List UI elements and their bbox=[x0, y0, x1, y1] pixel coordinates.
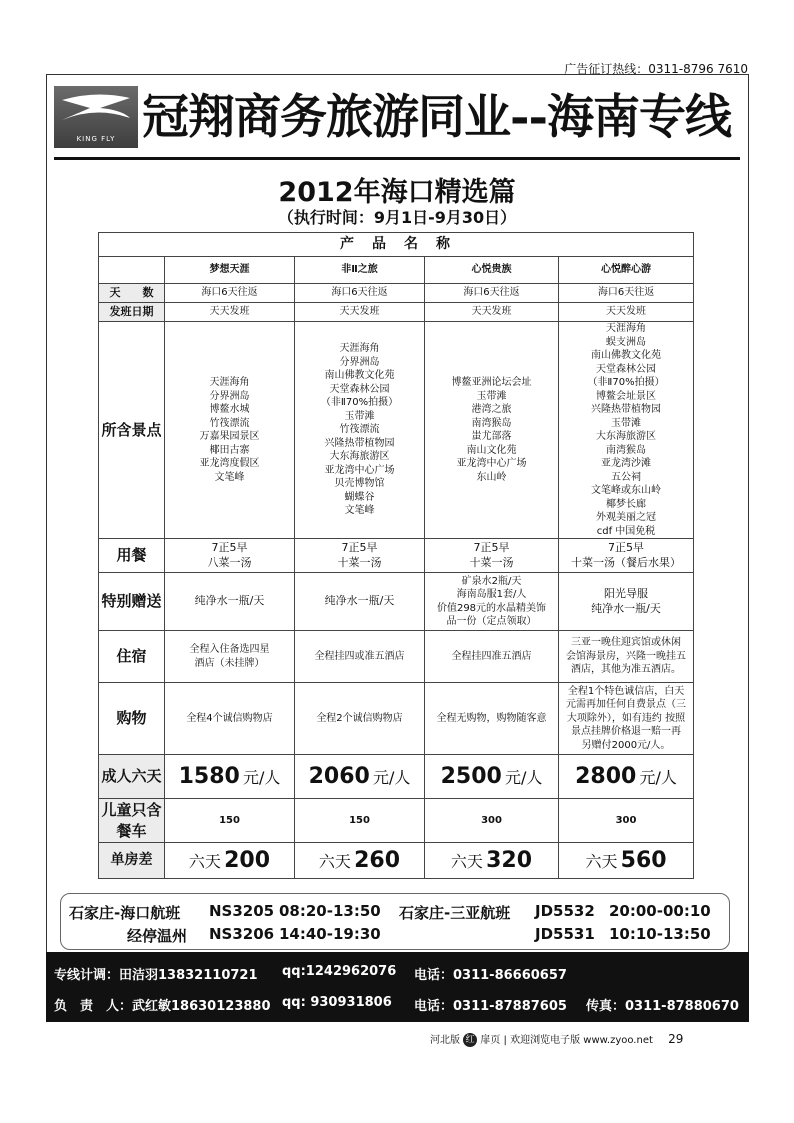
cell-line: 另赠付2000元/人。 bbox=[581, 739, 671, 751]
row-label: 所含景点 bbox=[99, 322, 165, 539]
cell-line: 天涯海角 bbox=[339, 343, 380, 355]
departure-row bbox=[99, 303, 694, 322]
cell-line: 全程无购物，购物随客意 bbox=[436, 712, 547, 724]
cell-line: 分界洲岛 bbox=[209, 390, 250, 402]
banner-title: 冠翔商务旅游同业--海南专线 bbox=[142, 90, 732, 145]
gifts-cell bbox=[559, 573, 694, 631]
days-cell: 海口6天往返 bbox=[295, 284, 425, 303]
kingfly-logo bbox=[54, 86, 138, 148]
cell-line: 竹筏漂流 bbox=[209, 417, 250, 429]
flight-box bbox=[60, 893, 730, 950]
cell-line: 全程2个诚信购物店 bbox=[316, 712, 403, 724]
cell-line: 景点挂牌价格退一赔一再 bbox=[571, 726, 682, 738]
cell-line: 矿泉水2瓶/天 bbox=[461, 575, 522, 587]
route-label: 石家庄-海口航班 bbox=[69, 904, 181, 922]
execution-period: （执行时间：9月1日-9月30日） bbox=[277, 208, 517, 227]
cell-line: 亚龙湾中心广场 bbox=[456, 458, 527, 469]
child-price: 150 bbox=[165, 799, 295, 843]
cell-line: （非Ⅱ70%拍摄） bbox=[320, 397, 399, 409]
cell-line: 天堂森林公园 bbox=[596, 363, 657, 375]
cell-line: 南湾猴岛 bbox=[471, 417, 512, 429]
departure-cell: 天天发班 bbox=[295, 303, 425, 322]
cell-line: 蚩尤部落 bbox=[471, 431, 512, 442]
cell-line: 外观美丽之冠 bbox=[596, 512, 657, 523]
cell-line: 文笔峰 bbox=[344, 505, 375, 517]
gifts-cell bbox=[165, 573, 295, 631]
cell-line: 十菜一汤（餐后水果） bbox=[571, 555, 682, 569]
row-label: 儿童只含餐车 bbox=[99, 799, 165, 843]
cell-line: （非Ⅱ70%拍摄） bbox=[587, 377, 665, 388]
cell-line: 7正5早 bbox=[341, 540, 378, 554]
cell-line: 会馆海景房，兴隆一晚挂五 bbox=[566, 650, 687, 662]
row-label: 单房差 bbox=[99, 843, 165, 879]
single-supplement: 560 bbox=[620, 847, 667, 873]
flight-number: JD5532 bbox=[535, 902, 595, 920]
flight-time: 08:20-13:50 bbox=[279, 902, 381, 920]
ad-hotline: 广告征订热线：0311-8796 7610 bbox=[564, 62, 748, 76]
adult-price: 2500 bbox=[440, 763, 502, 789]
single-supplement: 320 bbox=[486, 847, 533, 873]
cell-line: 文笔峰或东山岭 bbox=[591, 485, 662, 496]
single-prefix: 六天 bbox=[188, 851, 221, 871]
cell-line: 海南岛服1套/人 bbox=[456, 589, 527, 600]
cell-line: 椰田古寨 bbox=[209, 444, 250, 456]
cell-line: 五公祠 bbox=[611, 471, 642, 483]
corner-cell bbox=[99, 257, 165, 284]
cell-line: 亚龙湾中心广场 bbox=[324, 464, 395, 476]
cell-line: 玉带滩 bbox=[611, 417, 642, 429]
cell-line: 全程挂四或准五酒店 bbox=[314, 650, 405, 662]
page-number: 29 bbox=[668, 1032, 684, 1046]
cell-line: 价值298元的水晶精美饰 bbox=[436, 602, 547, 614]
cell-line: 东山岭 bbox=[476, 471, 507, 483]
row-label: 购物 bbox=[99, 683, 165, 755]
cell-line: 兴隆热带植物园 bbox=[591, 404, 662, 415]
price-unit: 元/人 bbox=[639, 767, 677, 787]
cell-line: 纯净水一瓶/天 bbox=[194, 594, 265, 608]
days-row bbox=[99, 284, 694, 303]
adult-price: 1580 bbox=[178, 763, 240, 789]
gifts-row bbox=[99, 573, 694, 631]
contact-manager: 负 责 人：武红敏18630123880 bbox=[54, 999, 271, 1014]
cell-line: 博鳌会址景区 bbox=[596, 390, 657, 402]
lodging-cell bbox=[295, 631, 425, 683]
lodging-row bbox=[99, 631, 694, 683]
cell-line: 南湾猴岛 bbox=[606, 444, 647, 456]
cell-line: 7正5早 bbox=[608, 540, 645, 554]
cell-line: cdf 中国免税 bbox=[596, 525, 656, 537]
child-price: 150 bbox=[295, 799, 425, 843]
row-label: 用餐 bbox=[99, 539, 165, 573]
cell-line: 椰梦长廊 bbox=[606, 498, 647, 510]
cell-line: 南山文化苑 bbox=[466, 444, 517, 456]
cell-line: 兴隆热带植物园 bbox=[324, 437, 395, 449]
contact-fax: 传真：0311-87880670 bbox=[586, 999, 739, 1014]
cell-line: 南山佛教文化苑 bbox=[591, 350, 662, 361]
adult-price: 2060 bbox=[308, 763, 370, 789]
child-price-row bbox=[99, 799, 694, 843]
shopping-row bbox=[99, 683, 694, 755]
flight-time: 14:40-19:30 bbox=[279, 925, 381, 943]
cell-line: 蜈支洲岛 bbox=[606, 336, 647, 348]
attractions-cell bbox=[295, 322, 425, 539]
price-unit: 元/人 bbox=[505, 767, 543, 787]
single-prefix: 六天 bbox=[585, 851, 618, 871]
flight-number: JD5531 bbox=[535, 925, 595, 943]
product-name: 心悦贵族 bbox=[425, 257, 559, 284]
meals-cell bbox=[295, 539, 425, 573]
departure-cell: 天天发班 bbox=[165, 303, 295, 322]
cell-line: 酒店（未挂牌） bbox=[194, 657, 265, 669]
edition-label: 河北版 bbox=[430, 1035, 460, 1046]
cell-line: 分界洲岛 bbox=[339, 356, 380, 368]
shopping-cell bbox=[559, 683, 694, 755]
product-name: 心悦醉心游 bbox=[559, 257, 694, 284]
departure-cell: 天天发班 bbox=[559, 303, 694, 322]
adult-price-row bbox=[99, 755, 694, 799]
meals-row bbox=[99, 539, 694, 573]
cell-line: 大东海旅游区 bbox=[596, 431, 657, 442]
cell-line: 博鳌亚洲论坛会址 bbox=[451, 377, 532, 388]
product-name-row bbox=[99, 257, 694, 284]
section-label: 扉页 | 欢迎浏览电子版 www.zyoo.net bbox=[480, 1035, 653, 1046]
via-label: 经停温州 bbox=[127, 927, 188, 945]
attractions-cell bbox=[559, 322, 694, 539]
cell-line: 7正5早 bbox=[473, 540, 510, 554]
cell-line: 竹筏漂流 bbox=[339, 424, 380, 436]
gifts-cell bbox=[295, 573, 425, 631]
contact-qq: qq:1242962076 bbox=[282, 964, 397, 979]
single-supplement: 260 bbox=[354, 847, 401, 873]
adult-price: 2800 bbox=[575, 763, 637, 789]
price-unit: 元/人 bbox=[373, 767, 411, 787]
cell-line: 博鳌水城 bbox=[209, 404, 250, 415]
cell-line: 贝壳博物馆 bbox=[334, 478, 385, 490]
cell-line: 八菜一汤 bbox=[207, 555, 252, 569]
cell-line: 十菜一汤 bbox=[337, 555, 382, 569]
flight-time: 20:00-00:10 bbox=[609, 902, 711, 920]
meals-cell bbox=[165, 539, 295, 573]
row-label: 特别赠送 bbox=[99, 573, 165, 631]
cell-line: 全程1个特色诚信店，白天 bbox=[567, 685, 685, 697]
caption-row bbox=[99, 233, 694, 257]
cell-line: 文笔峰 bbox=[214, 471, 245, 483]
cell-line: 大东海旅游区 bbox=[329, 451, 390, 463]
cell-line: 酒店，其他为准五酒店。 bbox=[571, 664, 682, 676]
departure-cell: 天天发班 bbox=[425, 303, 559, 322]
child-price: 300 bbox=[425, 799, 559, 843]
days-cell: 海口6天往返 bbox=[425, 284, 559, 303]
days-cell: 海口6天往返 bbox=[559, 284, 694, 303]
page-footer bbox=[430, 1031, 683, 1047]
row-label: 住宿 bbox=[99, 631, 165, 683]
lodging-cell bbox=[425, 631, 559, 683]
row-label: 发班日期 bbox=[99, 303, 165, 322]
single-prefix: 六天 bbox=[318, 851, 351, 871]
contact-qq: qq: 930931806 bbox=[282, 995, 392, 1010]
route-label: 石家庄-三亚航班 bbox=[399, 904, 511, 922]
single-prefix: 六天 bbox=[450, 851, 483, 871]
product-name: 非Ⅱ之旅 bbox=[295, 257, 425, 284]
cell-line: 元需再加任何自费景点（三 bbox=[566, 699, 687, 711]
product-name: 梦想天涯 bbox=[165, 257, 295, 284]
cell-line: 港湾之旅 bbox=[471, 404, 512, 415]
cell-line: 十菜一汤 bbox=[469, 555, 514, 569]
cell-line: 南山佛教文化苑 bbox=[324, 370, 395, 382]
contact-phone: 电话：0311-87887605 bbox=[414, 999, 567, 1014]
product-table bbox=[98, 232, 694, 879]
cell-line: 纯净水一瓶/天 bbox=[591, 601, 661, 615]
days-cell: 海口6天往返 bbox=[165, 284, 295, 303]
attractions-row bbox=[99, 322, 694, 539]
row-label: 成人六天 bbox=[99, 755, 165, 799]
wing-icon bbox=[60, 92, 132, 128]
edition-badge-icon: 红 bbox=[463, 1033, 477, 1047]
shopping-cell bbox=[165, 683, 295, 755]
cell-line: 全程4个诚信购物店 bbox=[186, 712, 273, 724]
cell-line: 阳光导服 bbox=[604, 586, 649, 600]
contact-phone: 电话：0311-86660657 bbox=[414, 968, 567, 983]
contact-planner: 专线计调：田洁羽13832110721 bbox=[54, 968, 258, 983]
cell-line: 亚龙湾度假区 bbox=[199, 458, 260, 469]
cell-line: 天涯海角 bbox=[209, 377, 250, 388]
single-room-row bbox=[99, 843, 694, 879]
logo-text: KING FLY bbox=[76, 135, 116, 143]
row-label: 天 数 bbox=[99, 284, 165, 303]
cell-line: 纯净水一瓶/天 bbox=[324, 594, 395, 608]
lodging-cell bbox=[165, 631, 295, 683]
cell-line: 蝴蝶谷 bbox=[344, 491, 375, 503]
cell-line: 三亚一晚住迎宾馆或休闲 bbox=[571, 637, 682, 649]
cell-line: 亚龙湾沙滩 bbox=[601, 458, 652, 469]
shopping-cell bbox=[295, 683, 425, 755]
cell-line: 品一份（定点领取） bbox=[446, 616, 537, 627]
child-price: 300 bbox=[559, 799, 694, 843]
cell-line: 全程入住备选四星 bbox=[189, 644, 270, 655]
attractions-cell bbox=[425, 322, 559, 539]
single-supplement: 200 bbox=[224, 847, 271, 873]
cell-line: 大项除外），如有违约 按照 bbox=[566, 712, 686, 724]
cell-line: 天涯海角 bbox=[606, 323, 647, 334]
cell-line: 玉带滩 bbox=[344, 410, 375, 422]
shopping-cell bbox=[425, 683, 559, 755]
cell-line: 万嘉果园景区 bbox=[199, 431, 260, 442]
meals-cell bbox=[425, 539, 559, 573]
lodging-cell bbox=[559, 631, 694, 683]
gifts-cell bbox=[425, 573, 559, 631]
cell-line: 天堂森林公园 bbox=[329, 383, 390, 395]
banner-divider bbox=[54, 157, 740, 160]
price-unit: 元/人 bbox=[243, 767, 281, 787]
page-subtitle: 2012年海口精选篇 bbox=[278, 177, 516, 208]
cell-line: 玉带滩 bbox=[476, 390, 507, 402]
table-caption: 产 品 名 称 bbox=[99, 233, 694, 257]
cell-line: 全程挂四准五酒店 bbox=[451, 650, 532, 662]
cell-line: 7正5早 bbox=[211, 540, 248, 554]
flight-number: NS3205 bbox=[209, 902, 275, 920]
attractions-cell bbox=[165, 322, 295, 539]
meals-cell bbox=[559, 539, 694, 573]
flight-number: NS3206 bbox=[209, 925, 275, 943]
contact-bar bbox=[46, 952, 749, 1022]
flight-time: 10:10-13:50 bbox=[609, 925, 711, 943]
